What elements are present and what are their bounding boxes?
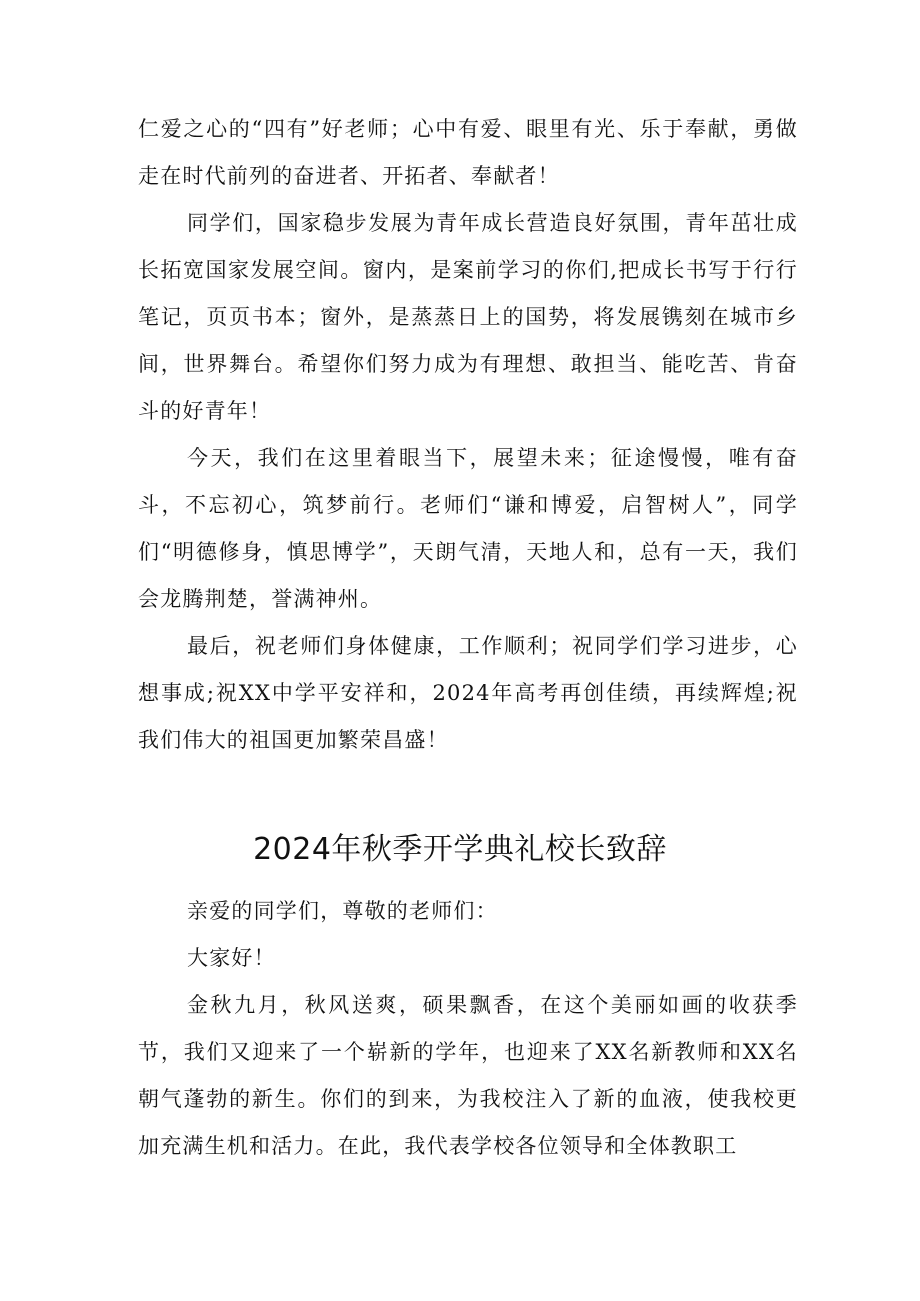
paragraph-today-future: 今天，我们在这里着眼当下，展望未来；征途慢慢，唯有奋斗，不忘初心，筑梦前行。老师们“谦和博爱，启智树人”，同学们“明德修身，慎思博学”，天朗气清，天地人和，总有一天，我们会龙腾荆楚，誉满神州。 <box>138 446 798 611</box>
speech-title: 2024年秋季开学典礼校长致辞 <box>253 832 667 867</box>
paragraph-final-wishes: 最后，祝老师们身体健康，工作顺利；祝同学们学习进步，心想事成;祝XX中学平安祥和，2024年高考再创佳绩，再续辉煌;祝我们伟大的祖国更加繁荣昌盛！ <box>138 634 798 752</box>
continuation-section <box>138 106 798 764</box>
speech-greeting: 大家好！ <box>187 946 276 970</box>
speech-salutation: 亲爱的同学们，尊敬的老师们： <box>187 899 498 923</box>
paragraph-students-growth: 同学们，国家稳步发展为青年成长营造良好氛围，青年茁壮成长拓宽国家发展空间。窗内，是案前学习的你们,把成长书写于行行笔记，页页书本；窗外，是蒸蒸日上的国势，将发展镌刻在城市乡间，世界舞台。希望你们努力成为有理想、敢担当、能吃苦、肯奋斗的好青年！ <box>138 211 798 423</box>
speech-opening-paragraph: 金秋九月，秋风送爽，硕果飘香，在这个美丽如画的收获季节，我们又迎来了一个崭新的学年，也迎来了XX名新教师和XX名朝气蓬勃的新生。你们的到来，为我校注入了新的血液，使我校更加充满生机和活力。在此，我代表学校各位领导和全体教职工 <box>138 993 798 1158</box>
paragraph-closing-teachers: 仁爱之心的“四有”好老师；心中有爱、眼里有光、乐于奉献，勇做走在时代前列的奋进者、开拓者、奉献者！ <box>138 117 798 188</box>
speech-section <box>138 888 798 1170</box>
